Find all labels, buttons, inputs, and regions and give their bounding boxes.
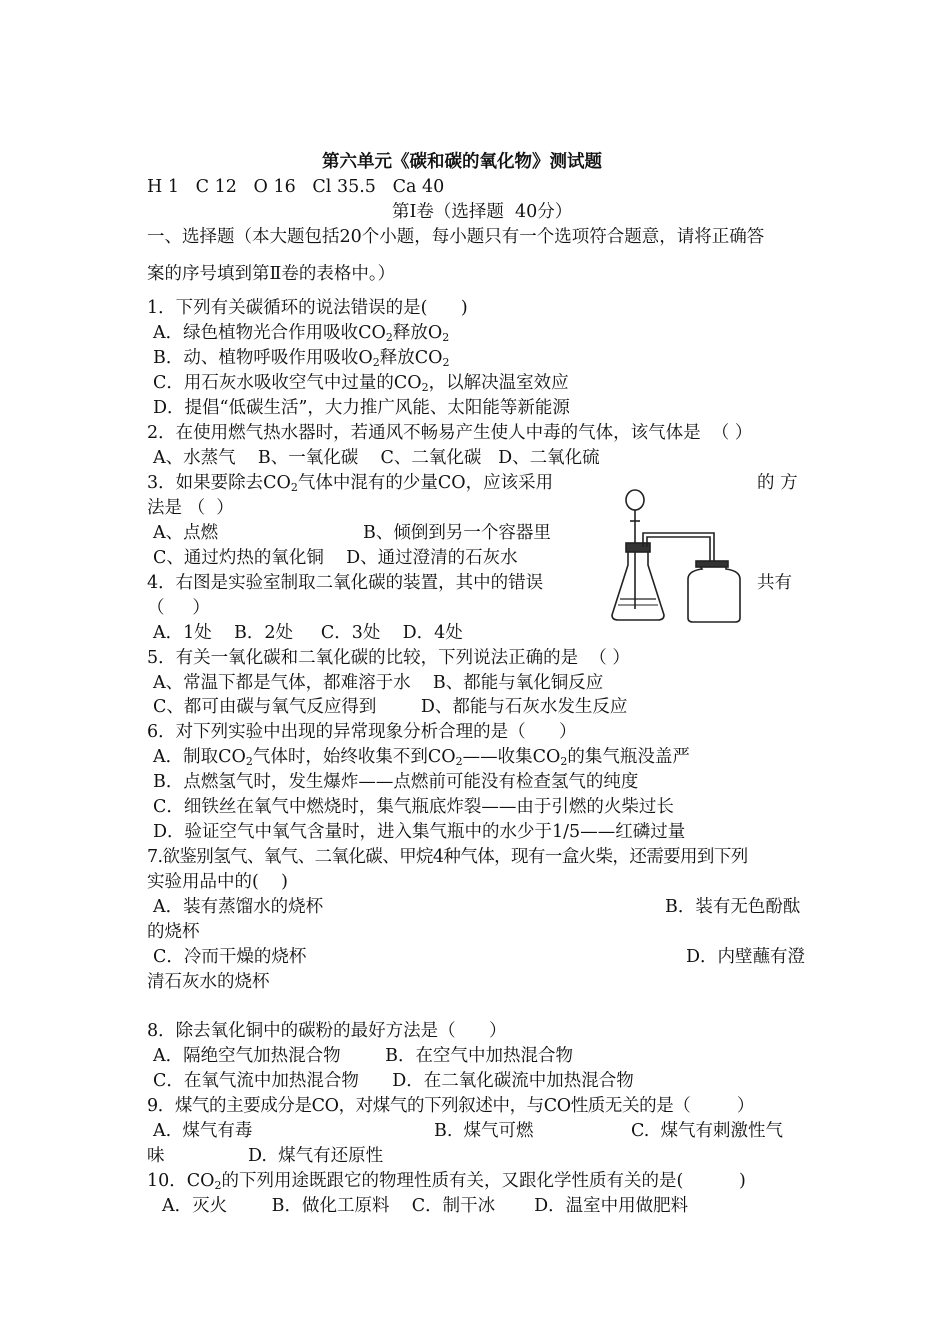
question-8-options-ab: A．隔绝空气加热混合物 B．在空气中加热混合物	[153, 1046, 573, 1066]
stem-text: 10．CO	[147, 1171, 215, 1191]
question-5-options-ab: A、常温下都是气体，都难溶于水 B、都能与氧化铜反应	[153, 673, 604, 693]
subscript: 2	[245, 755, 253, 768]
page-title: 第六单元《碳和碳的氧化物》测试题	[322, 152, 602, 172]
option-text: 释放CO	[379, 348, 443, 368]
question-4-stem: 4．右图是实验室制取二氧化碳的装置，其中的错误	[147, 573, 544, 593]
question-9-option-d: D. 煤气有还原性	[248, 1146, 384, 1166]
question-10-options: A．灭火 B．做化工原料 C．制干冰 D．温室中用做肥料	[162, 1196, 689, 1216]
stem-text: 3．如果要除去CO	[147, 473, 291, 493]
question-7-stem-2: 实验用品中的( )	[147, 872, 288, 892]
instructions-line1: 一、选择题（本大题包括20个小题，每小题只有一个选项符合题意，请将正确答	[147, 227, 765, 247]
question-7-option-d: D．内壁蘸有澄	[686, 947, 806, 967]
question-9-option-a: A. 煤气有毒	[153, 1121, 253, 1141]
question-6-option-b: B．点燃氢气时，发生爆炸——点燃前可能没有检查氢气的纯度	[153, 772, 639, 792]
option-text: ，以解决温室效应	[428, 373, 569, 393]
question-1-option-a	[153, 322, 449, 344]
conical-flask	[612, 549, 664, 620]
question-9-option-c-cont: 味	[147, 1146, 165, 1166]
question-1-option-b	[153, 347, 449, 369]
question-8-options-cd: C．在氧气流中加热混合物 D．在二氧化碳流中加热混合物	[153, 1071, 634, 1091]
question-9-option-b: B. 煤气可燃	[434, 1121, 534, 1141]
question-5-stem: 5．有关一氧化碳和二氧化碳的比较，下列说法正确的是 （ ）	[147, 648, 630, 668]
option-text: 气体时，始终收集不到CO	[252, 747, 456, 767]
section-title: 第Ⅰ卷（选择题 40分）	[392, 202, 573, 222]
question-9-stem: 9．煤气的主要成分是CO，对煤气的下列叙述中，与CO性质无关的是（ ）	[147, 1096, 754, 1116]
question-3-stem-2: 法是 （ ）	[147, 498, 234, 518]
question-6-stem: 6．对下列实验中出现的异常现象分析合理的是（ ）	[147, 722, 577, 742]
co2-apparatus-diagram	[600, 487, 750, 627]
option-text: ——收集CO	[462, 747, 561, 767]
stem-text: 的下列用途既跟它的物理性质有关，又跟化学性质有关的是( )	[221, 1171, 746, 1191]
question-3-option-a: A、点燃	[153, 523, 219, 543]
subscript: 2	[421, 381, 429, 394]
question-1-option-d: D．提倡“低碳生活”，大力推广风能、太阳能等新能源	[153, 398, 570, 418]
gas-jar	[688, 563, 740, 622]
option-text: B．动、植物呼吸作用吸收O	[153, 348, 373, 368]
subscript: 2	[442, 331, 450, 344]
question-8-stem: 8．除去氧化铜中的碳粉的最好方法是（ ）	[147, 1021, 507, 1041]
question-4-paren: （ ）	[147, 598, 210, 618]
option-text: 释放O	[392, 323, 443, 343]
question-3-option-b: B、倾倒到另一个容器里	[363, 523, 551, 543]
subscript: 2	[290, 481, 298, 494]
question-7-option-b-cont: 的烧杯	[147, 922, 200, 942]
question-2-stem: 2．在使用燃气热水器时，若通风不畅易产生使人中毒的气体，该气体是 （ ）	[147, 423, 753, 443]
option-text: A．制取CO	[153, 747, 246, 767]
question-7-option-c: C．冷而干燥的烧杯	[153, 947, 307, 967]
question-1-option-c	[153, 372, 569, 394]
question-3-options-cd: C、通过灼热的氧化铜 D、通过澄清的石灰水	[153, 548, 518, 568]
question-7-stem: 7.欲鉴别氢气、氧气、二氧化碳、甲烷4种气体，现有一盒火柴，还需要用到下列	[147, 847, 748, 867]
question-6-option-a	[153, 746, 690, 768]
subscript: 2	[560, 755, 568, 768]
subscript: 2	[442, 356, 450, 369]
question-1-stem: 1．下列有关碳循环的说法错误的是( )	[147, 298, 468, 318]
stem-text: 气体中混有的少量CO，应该采用	[297, 473, 554, 493]
question-7-option-d-cont: 清石灰水的烧杯	[147, 972, 270, 992]
option-text: 的集气瓶没盖严	[567, 747, 690, 767]
question-5-options-cd: C、都可由碳与氧气反应得到 D、都能与石灰水发生反应	[153, 697, 628, 717]
subscript: 2	[385, 331, 393, 344]
question-6-option-c: C．细铁丝在氧气中燃烧时，集气瓶底炸裂——由于引燃的火柴过长	[153, 797, 674, 817]
subscript: 2	[455, 755, 463, 768]
subscript: 2	[214, 1179, 222, 1192]
instructions-line2: 案的序号填到第Ⅱ卷的表格中。）	[147, 264, 396, 284]
option-text: A．绿色植物光合作用吸收CO	[153, 323, 386, 343]
option-text: C．用石灰水吸收空气中过量的CO	[153, 373, 422, 393]
question-4-options: A．1处 B．2处 C．3处 D．4处	[153, 623, 463, 643]
question-7-option-a: A．装有蒸馏水的烧杯	[153, 897, 324, 917]
question-2-options: A、水蒸气 B、一氧化碳 C、二氧化碳 D、二氧化硫	[153, 448, 600, 468]
funnel-bulb	[626, 490, 644, 510]
question-4-stem-right: 共有	[757, 573, 792, 593]
question-3-stem	[147, 472, 553, 494]
atomic-masses: H 1 C 12 O 16 Cl 35.5 Ca 40	[147, 177, 445, 197]
subscript: 2	[372, 356, 380, 369]
question-6-option-d: D．验证空气中氧气含量时，进入集气瓶中的水少于1/5——红磷过量	[153, 822, 686, 842]
question-7-option-b: B．装有无色酚酞	[665, 897, 801, 917]
question-9-option-c: C. 煤气有刺激性气	[631, 1121, 783, 1141]
question-3-stem-right: 的 方	[757, 473, 798, 493]
question-10-stem	[147, 1170, 746, 1192]
